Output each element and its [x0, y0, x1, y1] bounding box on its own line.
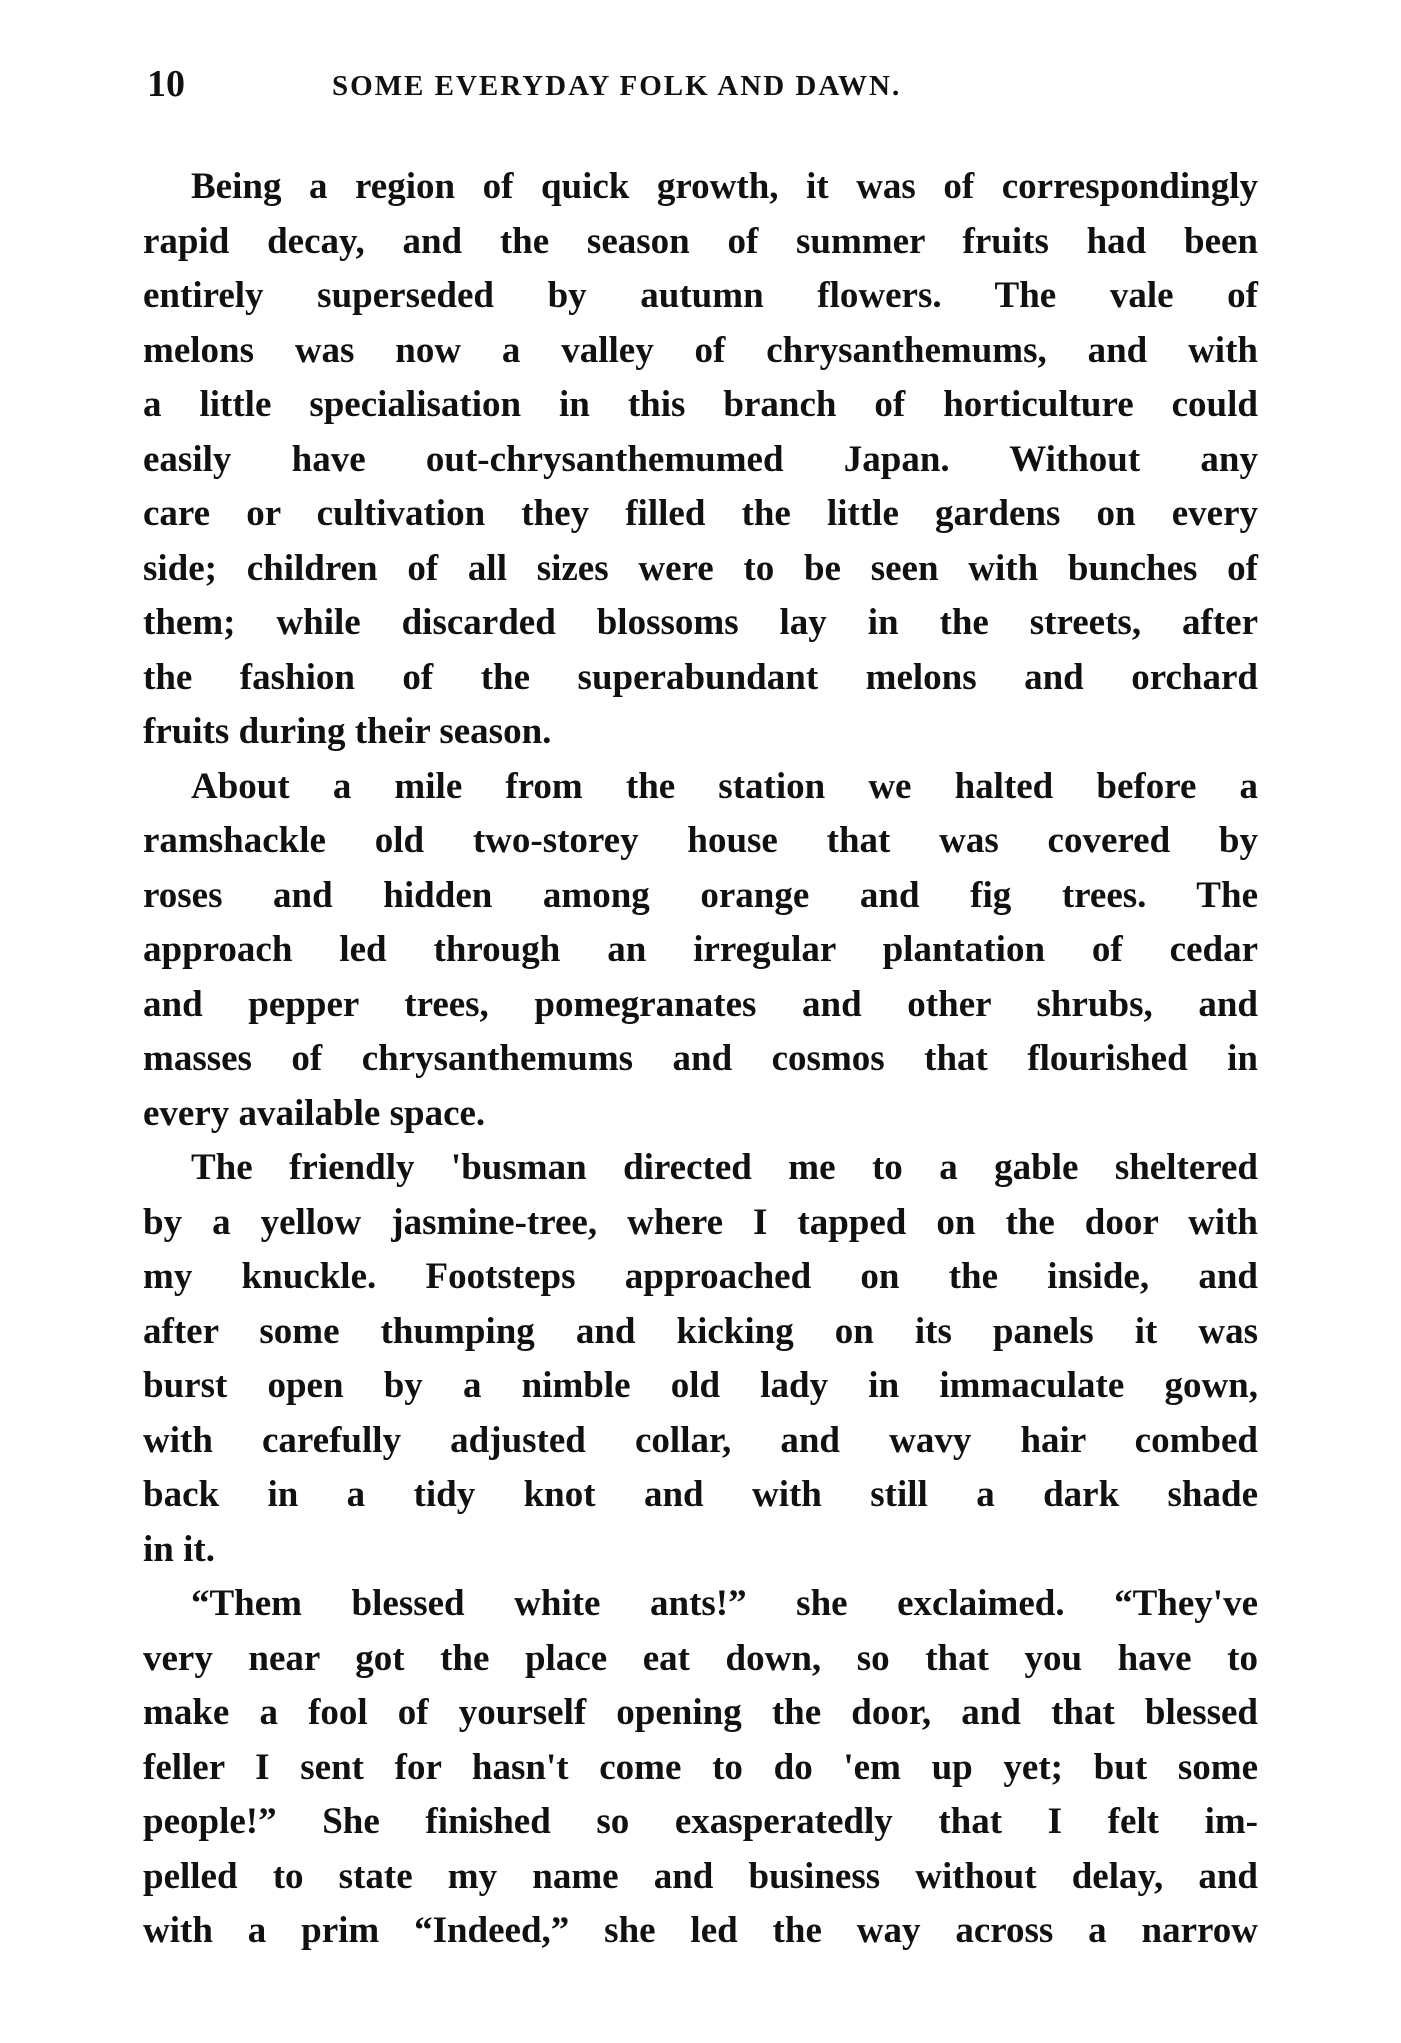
text-line: with carefully adjusted collar, and wavy hair combed	[143, 1419, 1258, 1461]
paragraph	[143, 1141, 1258, 1577]
page-number: 10	[147, 63, 185, 105]
text-line: The friendly 'busman directed me to a gable sheltered	[191, 1147, 1258, 1188]
text-line: burst open by a nimble old lady in immaculate gown,	[143, 1365, 1258, 1406]
text-line: ramshackle old two-storey house that was covered by	[143, 820, 1258, 861]
text-line: every available space.	[143, 1092, 486, 1134]
text-line: in it.	[143, 1528, 215, 1570]
text-line: rapid decay, and the season of summer fruits had been	[143, 220, 1258, 262]
running-head-title: SOME EVERYDAY FOLK AND DAWN.	[332, 70, 902, 102]
body-text	[143, 160, 1258, 1959]
text-line: a little specialisation in this branch of horticulture could	[143, 384, 1258, 425]
text-line: “Them blessed white ants!” she exclaimed. “They've	[191, 1583, 1258, 1624]
text-line: roses and hidden among orange and fig trees. The	[143, 874, 1258, 916]
text-line: very near got the place eat down, so that you have to	[143, 1637, 1258, 1679]
text-line: make a fool of yourself opening the door, and that blessed	[143, 1692, 1258, 1733]
text-line: side; children of all sizes were to be seen with bunches of	[143, 547, 1258, 589]
text-line: after some thumping and kicking on its panels it was	[143, 1310, 1258, 1352]
text-line: care or cultivation they filled the little gardens on every	[143, 493, 1258, 534]
paragraph	[143, 1577, 1258, 1959]
text-line: people!” She finished so exasperatedly that I felt im-	[143, 1801, 1258, 1842]
running-head	[147, 62, 1267, 112]
text-line: pelled to state my name and business without delay, and	[143, 1855, 1258, 1897]
text-line: masses of chrysanthemums and cosmos that flourished in	[143, 1038, 1258, 1079]
paragraph	[143, 160, 1258, 760]
text-line: feller I sent for hasn't come to do 'em up yet; but some	[143, 1746, 1258, 1788]
text-line: by a yellow jasmine-tree, where I tapped on the door with	[143, 1201, 1258, 1243]
text-line: melons was now a valley of chrysanthemums, and with	[143, 329, 1258, 371]
paragraph	[143, 760, 1258, 1142]
text-line: entirely superseded by autumn flowers. The vale of	[143, 275, 1258, 316]
text-line: them; while discarded blossoms lay in the streets, after	[143, 602, 1258, 643]
text-line: the fashion of the superabundant melons and orchard	[143, 656, 1258, 698]
text-line: with a prim “Indeed,” she led the way across a narrow	[143, 1910, 1258, 1951]
text-line: and pepper trees, pomegranates and other shrubs, and	[143, 983, 1258, 1025]
text-line: easily have out-chrysanthemumed Japan. Without any	[143, 438, 1258, 480]
text-line: Being a region of quick growth, it was of correspondingly	[191, 166, 1258, 207]
text-line: About a mile from the station we halted before a	[191, 765, 1258, 807]
text-line: back in a tidy knot and with still a dark shade	[143, 1474, 1258, 1515]
text-line: approach led through an irregular plantation of cedar	[143, 929, 1258, 970]
text-line: my knuckle. Footsteps approached on the inside, and	[143, 1256, 1258, 1297]
text-line: fruits during their season.	[143, 711, 552, 752]
